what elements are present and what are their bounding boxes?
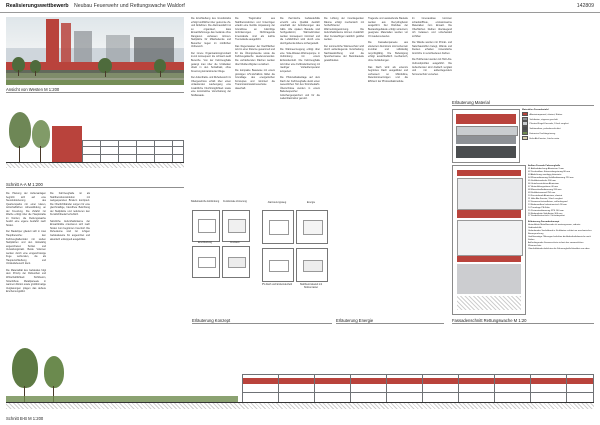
- facade-legend-item: 09 Stahlbetonwand 250 mm: [528, 191, 556, 194]
- facade-legend-item: 05 Stahlbetondecke 300 mm: [528, 179, 556, 182]
- concept-box-4: [222, 246, 250, 278]
- material-legend-label: Aluminiumpaneel, eloxiert, Rotton: [529, 113, 563, 116]
- render-building-red-1: [46, 19, 59, 63]
- render-tree-trunk: [35, 71, 36, 76]
- text-column-3: [191, 17, 231, 100]
- divider: [336, 323, 444, 324]
- section-bb-red-band: [242, 378, 594, 384]
- section-bb-drawing: [6, 330, 594, 414]
- paragraph: Das Dach wird als extensiv begrüntes Dach ausgebildet und verbessert so Mikroklima, Retentionsvermögen und die Effizienz der Photovoltaikmodule.: [368, 65, 408, 83]
- board-title: Realisierungswettbewerb: [6, 3, 69, 9]
- material-panel-drawing: [452, 109, 520, 163]
- render-tree-trunk: [160, 71, 161, 77]
- material-gate: [456, 146, 516, 158]
- facade-legend-item: 08 Mineralwolledämmung 200 mm: [528, 188, 562, 191]
- section-tree: [32, 120, 50, 148]
- material-red-panel: [456, 114, 516, 124]
- paragraph: Die Planung der Außenanlagen begrüßt sich auf eine Neustrukturierung des Quartiersparks mit einer klaren, wirtschaftlichen Adressbildung an der Kreuzung. Die Zufahrt zur Wache erfolgt über die Hauptstraße im Norden; die Rettungswache besitzt eine eigene Ausfahrt nach Süden.: [6, 192, 46, 227]
- section-bb-tree: [44, 356, 64, 388]
- facade-concept-item: Hinterlüftete Metallfassade als wartungsarme, robuste Gebäudehülle: [528, 224, 581, 230]
- section-red-volume: [52, 126, 82, 162]
- concept2-label-2: Energie: [306, 201, 316, 204]
- color-swatch: [522, 126, 528, 130]
- render-building-grey-1: [74, 31, 92, 63]
- caption-facade-detail: Fassadenschnitt Rettungswache M 1:20: [452, 318, 527, 323]
- section-column: [154, 140, 155, 162]
- material-legend-title: Materialien Fassadentafel: [522, 109, 549, 111]
- board-header: [0, 0, 600, 13]
- facade-concept-item: Umlaufendes Sockelband in Sichtbeton schützt vor mechanischer Beanspruchung: [528, 230, 592, 236]
- material-legend-label: Extensive Dachbegrünung: [529, 132, 556, 135]
- lintel-line: [82, 154, 184, 155]
- section-column: [82, 140, 83, 162]
- render-building-grey-2: [106, 35, 130, 63]
- render-building-red-2: [61, 23, 71, 63]
- text-column-7: [368, 17, 408, 86]
- render-tree-trunk: [105, 71, 106, 77]
- color-swatch: [522, 117, 528, 121]
- paragraph: Der innere Organisationsgrundsatz trennt konsequent die schwarz-weiß Bereiche. Von der Fahrzeughalle gelangt man über die Umkleiden direkt in den Sozialtrakt, ohne Kreuzung kontaminierter Wege.: [191, 51, 231, 73]
- material-legend-label: Holz-Alu-Fenster, Lärche natur: [529, 137, 560, 140]
- text-column-4: [235, 17, 275, 93]
- section-bb-slab-line: [242, 392, 594, 393]
- section-column: [100, 140, 101, 162]
- caption-material: Erläuterung Material: [452, 100, 490, 105]
- section-bb-column: [278, 374, 279, 402]
- material-legend-label: Sektionaltore, pulverbeschichtet: [529, 128, 561, 130]
- concept-label-2: Funktionale Zonierung: [223, 200, 247, 203]
- slab-line: [82, 146, 184, 147]
- facade-legend-item: 15 Perimeterdämmung XPS 140 mm: [528, 209, 564, 212]
- caption-section-aa: Schnitt A-A M 1:200: [6, 182, 43, 187]
- concept2-box-2: [296, 210, 328, 244]
- roof-line: [82, 140, 184, 141]
- concept-box-2: [222, 210, 250, 242]
- facade-concept-title: Erläuterung Fassadenkonzept: [528, 221, 560, 224]
- paragraph: Das Regenwasser der Dachflächen wird in einer Zisterne gesammelt und für die Übungszwecke sowie die Fahrzeugwäsche wiederverwendet. Die verbleibenden Flächen werden über Mulden-Rigolen versickert.: [235, 44, 275, 66]
- paragraph: Die Wärmeerzeugung erfolgt über eine Sole-Wasser-Wärmepumpe in Verbindung mit einem Erdsondenfeld. Die Fahrzeughalle wird über eine Fußbodenheizung mit niedriger Vorlauftemperatur temperiert.: [280, 48, 320, 73]
- board-subtitle: Neubau Feuerwehr und Rettungswache Waldorf: [74, 3, 185, 9]
- facade-legend-item: 17 Sauberkeitsschicht / Schotterpaket: [528, 215, 565, 218]
- divider: [452, 323, 594, 324]
- facade-legend-item: 14 Trennlage PE-Folie: [528, 206, 550, 209]
- facade-legend: [528, 165, 594, 251]
- concept2-box-3: [262, 248, 294, 282]
- material-legend-item: [522, 136, 594, 141]
- facade-legend-item: 11 Holz-Alu-Fenster, 3-fach verglast: [528, 197, 563, 200]
- facade-ground-hatch: [457, 296, 521, 310]
- section-bb-column: [593, 374, 594, 402]
- paragraph: Die Materialität des Gebäudes folgt dem Prinzip der Robustheit und Wirtschaftlichkeit: Sichtbeton, hinterlüftete Metallpaneele in warmem Rotton sowie großformatige Verglasungen prägen das äußere Erscheinungsbild.: [6, 268, 46, 294]
- concept-box-1: [192, 210, 220, 242]
- section-bb-lawn: [6, 396, 238, 402]
- paragraph: Die Photovoltaikanlage auf dem Dach der Fahrzeughalle deckt einen wesentlichen Teil des Strombedarfs. Überschüsse werden in einem Batteriespeicher zwischengespeichert und für die Ladeinfrastruktur genutzt.: [280, 76, 320, 101]
- text-column-1: [6, 192, 46, 297]
- concept-label-3: Erschließung: [198, 241, 212, 244]
- section-bb-column: [242, 374, 243, 402]
- ground-hatch: [6, 163, 184, 168]
- section-tree: [9, 112, 31, 148]
- facade-concept-item: Großformatige Öffnungen belichten die Aufenthaltsbereiche nach Süden: [528, 236, 591, 242]
- material-legend-label: Sichtbeton, sägerau geschalt: [529, 118, 558, 121]
- color-swatch: [522, 131, 528, 135]
- facade-legend-item: 04 Wärmedämmung Gefälledämmung 220 mm: [528, 176, 574, 179]
- section-bb-column: [350, 374, 351, 402]
- material-legend: [522, 109, 594, 140]
- material-glazing: [456, 126, 518, 136]
- color-swatch: [522, 112, 528, 116]
- facade-window-upper: [457, 178, 523, 210]
- section-aa-drawing: [6, 96, 184, 180]
- paragraph: Die kompakte Bauweise mit einem günstigen A/V-Verhältnis bildet die Grundlage des energetischen Konzeptes und minimiert die Transmissionswärmeverluste dauerhaft.: [235, 69, 275, 90]
- paragraph: Die Wände werden mit Primär- und Naturbaustoffen belegt, Wände und Decken erhalten mineralische Anstriche in verschiedenen Farben.: [412, 41, 452, 55]
- caption-render: Ansicht von Westen M 1:200: [6, 87, 60, 92]
- concept-label-1: Städtebauliche Einbindung: [190, 200, 220, 203]
- caption-concept: Erläuterung Konzept: [192, 318, 231, 323]
- paragraph: Im Innenausbau kommen schadstofffreie, emissionsarme Materialien zum Einsatz. Die Oberflächen bleiben überwiegend roh belassen und unbehandelt sichtbar.: [412, 17, 452, 38]
- color-swatch: [522, 121, 528, 125]
- section-bb-column: [530, 374, 531, 402]
- facade-spandrel: [457, 210, 521, 218]
- section-column: [183, 140, 184, 162]
- facade-legend-item: 16 Bodenplatte Stahlbeton 300 mm: [528, 212, 563, 215]
- text-column-2: [50, 192, 90, 244]
- text-column-6: [324, 17, 364, 66]
- facade-plinth: [457, 264, 521, 294]
- section-bb-column: [386, 374, 387, 402]
- section-column: [172, 140, 173, 162]
- material-legend-label: Pfosten-Riegel-Fassade, 3-fach verglast: [529, 123, 569, 126]
- color-swatch: [522, 136, 528, 140]
- caption-energy: Erläuterung Energie: [336, 318, 374, 323]
- perspective-render: [6, 17, 184, 85]
- facade-legend-item: 10 Fensterbank Aluminium, eloxiert: [528, 194, 563, 197]
- render-building-dark: [134, 37, 174, 63]
- paragraph: Die Holzfenster werden mit Holz-Alu-Verbundprofilen ausgeführt. Die Außenfenster sind dreifach verglast und mit außenliegendem Sonnenschutz versehen.: [412, 58, 452, 76]
- facade-legend-item: 06 Unterkonstruktion Aluminium: [528, 182, 559, 185]
- facade-legend-item: 03 Abdichtung zweilagig bituminös: [528, 173, 562, 176]
- divider: [192, 323, 332, 324]
- paragraph: Der Aufenthalts- und Ruhebereich im Obergeschoss erhält über einen umlaufenden Laubengang eine zusätzliche Fluchtmöglichkeit sowie eine konstruktive Verschattung der Südfassade.: [191, 76, 231, 97]
- concept2-box-4: [296, 248, 328, 282]
- concept-box-3: [192, 246, 220, 278]
- paragraph: Der sommerliche Wärmeschutz wird durch außenliegende Verschattung, Nachtauskühlung und die Speichermasse der Betonbauteile gewährleistet.: [324, 44, 364, 63]
- section-column: [118, 140, 119, 162]
- paragraph: Die Tragstruktur aus Stahlbetonstützen und Unterzügen erlaubt eine flexible Anpassung der Grundrisse an zukünftige Anforderungen. Nichttragende Innenwände sind als leichte Trennwände ausgeführt.: [235, 17, 275, 42]
- facade-legend-item: 13 Bodenaufbau Industrieestrich 90 mm: [528, 203, 567, 206]
- concept-label-4: Freiraum: [230, 241, 240, 244]
- facade-concept-item: Außenliegender Sonnenschutz sichert den sommerlichen Wärmeschutz: [528, 242, 584, 248]
- paragraph: Der Baukörper gliedert sich in zwei Hauptbereiche: den Fahrzeughallentrakt mit sieben Stellplätzen und den rückwärtig angeordneten Sozial- und Verwaltungstrakt. Beide Volumen werden durch eine eingeschossige Fuge verbunden, die als Haupterschließung und Umkleidebereich dient.: [6, 230, 46, 266]
- board-code: 142809: [576, 3, 594, 9]
- divider: [6, 92, 184, 93]
- facade-legend-item: 07 Hinterlüftungsebene 40 mm: [528, 185, 558, 188]
- render-tree-trunk: [18, 70, 19, 76]
- section-bb-column: [422, 374, 423, 402]
- divider: [452, 105, 594, 106]
- paragraph: Die Erschließung des Grundstücks erfolgt konfliktfrei über getrennte Zu- und Abfahrten. Die Alarmausfahrt ist so organisiert, dass Einsatzfahrzeuge das Gelände ohne Rangieren verlassen können. Stellplätze für Mitarbeitende und Besucher liegen im nördlichen Vorbereich.: [191, 17, 231, 49]
- text-column-5: [280, 17, 320, 104]
- paragraph: Die Fassadenpaneele aus eloxiertem Aluminium sind sortenrein trennbar und vollständig recyclingfähig. Die Befestigung erfolgt ausschließlich mechanisch, ohne Verklebungen.: [368, 41, 408, 63]
- paragraph: Die Fahrzeughalle ist als Stahlbetonkonstruktion mit weitgespannten Bindern konzipiert. Die Oberlichtbänder sorgen für eine gleichmäßige, blendfreie Belichtung der Stellplätze und reduzieren den Kunstlichtbedarf erheblich.: [50, 192, 90, 217]
- facade-window-lower: [457, 220, 523, 256]
- paragraph: Die Lüftung der innenliegenden Räume erfolgt mechanisch mit hocheffizienter Wärmerückgewinnung. Die Aufenthaltsräume können zusätzlich über Fensterflügel natürlich gelüftet werden.: [324, 17, 364, 42]
- section-bb-tree: [12, 348, 38, 388]
- paragraph: Tragende und aussteifende Bauteile werden aus Recyclingbeton ausgeführt. Der Rückbau der Bestandsgebäude erfolgt sortenrein; geeignete Materialien werden vor Ort wiederverwertet.: [368, 17, 408, 38]
- facade-legend-title: Aufbau Fassade Fahrzeughalle: [528, 165, 561, 167]
- section-tree-trunk: [40, 146, 41, 162]
- facade-legend-item: 02 Dachaufbau: Extensivbegrünung 80 mm: [528, 170, 571, 173]
- facade-legend-item: 12 Sonnenschutzraffstore, außenliegend: [528, 200, 568, 203]
- divider: [6, 187, 184, 188]
- section-column: [136, 140, 137, 162]
- section-bb-ground-hatch: [6, 403, 594, 409]
- section-bb-roof-line: [242, 374, 594, 375]
- section-bb-column: [314, 374, 315, 402]
- facade-section-drawing: [452, 165, 526, 315]
- text-column-8: [412, 17, 452, 79]
- render-lawn: [6, 80, 184, 85]
- facade-concept-item: Oberlichtbänder belichten die Fahrzeughalle blendfrei von oben: [528, 248, 590, 251]
- concept2-caption-1: PV-Dach und Erdsondenfeld: [261, 283, 293, 286]
- caption-section-bb: Schnitt B-B M 1:200: [6, 416, 44, 421]
- concept2-caption-2: Stahlbetonskelett mit Stützenraster: [299, 283, 323, 290]
- section-bb-column: [566, 374, 567, 402]
- facade-attic: [457, 170, 521, 176]
- section-bb-column: [494, 374, 495, 402]
- facade-sill-band: [457, 256, 521, 262]
- paragraph: Die thermische Gebäudehülle erreicht eine Qualität deutlich unterhalb der Anforderungen des GEG. Alle opaken Bauteile sind hochgedämmt, Wärmebrücken werden konsequent minimiert und die Luftdichtheit wird durch eine durchgehende Ebene sichergestellt.: [280, 17, 320, 45]
- concept2-label-1: Alarmierungsweg: [267, 201, 287, 204]
- paragraph: Sämtliche Aufenthaltsräume der Einsatzkräfte orientieren sich nach Süden zum begrünten Innenhof. Die Ruheräume sind zur ruhigen Gebäudeseite hin angeordnet und akustisch entkoppelt ausgebildet.: [50, 219, 90, 241]
- section-tree-trunk: [19, 146, 20, 162]
- material-concrete: [456, 136, 516, 144]
- facade-legend-item: 01 Attikaabdeckung Aluminium 3 mm: [528, 167, 564, 170]
- concept2-box-1: [262, 210, 294, 244]
- section-bb-column: [458, 374, 459, 402]
